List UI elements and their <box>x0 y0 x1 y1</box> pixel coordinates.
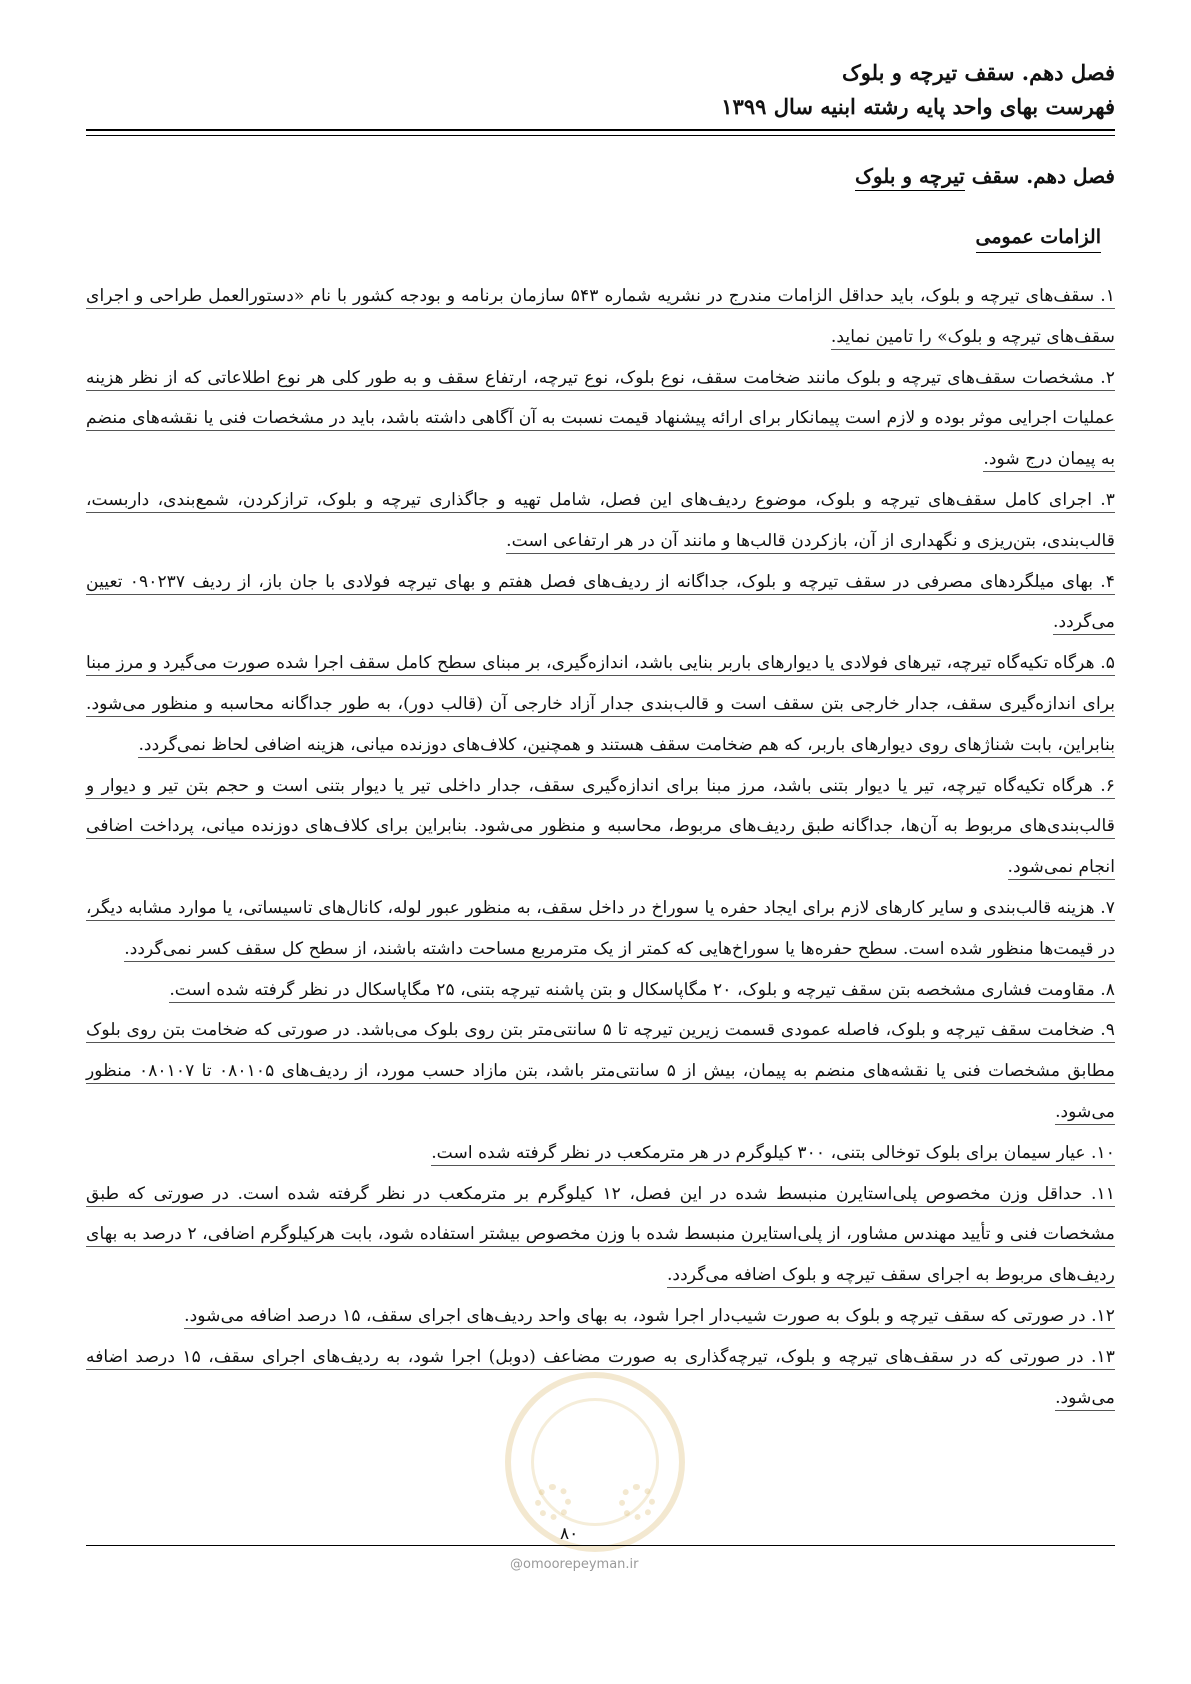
paragraph <box>86 562 1115 644</box>
header-rule-thin <box>86 135 1115 136</box>
paragraph-text: ۵. هرگاه تکیه‌گاه تیرچه، تیرهای فولادی یا دیوارهای باربر بنایی باشد، اندازه‌گیری، بر مبنای سطح کامل سقف اجرا شده صورت می‌گیرد و مرز مبنا برای اندازه‌گیری سقف، جدار خارجی بتن سقف است و قالب‌بندی جدار آزاد خارجی آن (قالب دور)، به طور جداگانه محاسبه و منظور می‌شود. بنابراین، بابت شناژهای روی دیوارهای باربر، که هم ضخامت سقف هستند و همچنین، کلاف‌های دوزنده میانی، هزینه اضافی لحاظ نمی‌گردد. <box>86 653 1115 758</box>
paragraph <box>86 970 1115 1011</box>
footer-rule <box>86 1545 1115 1546</box>
gear-icon <box>535 1484 571 1520</box>
gear-icon <box>619 1484 655 1520</box>
paragraph-text: ۶. هرگاه تکیه‌گاه تیرچه، تیر یا دیوار بتنی باشد، مرز مبنا برای اندازه‌گیری سقف، جدار داخلی تیر یا دیوار بتنی است و حجم بتن تیر و دیوار و قالب‌بندی‌های مربوط به آن‌ها، جداگانه طبق ردیف‌های مربوط، محاسبه و منظور می‌شود. بنابراین برای کلاف‌های دوزنده میانی، پرداخت اضافی انجام نمی‌شود. <box>86 776 1115 881</box>
paragraph-text: ۴. بهای میلگردهای مصرفی در سقف تیرچه و بلوک، جداگانه از ردیف‌های فصل هفتم و بهای تیرچه فولادی با جان باز، از ردیف ۰۹۰۲۳۷ تعیین می‌گردد. <box>86 572 1115 636</box>
paragraph-text: ۹. ضخامت سقف تیرچه و بلوک، فاصله عمودی قسمت زیرین تیرچه تا ۵ سانتی‌متر بتن روی بلوک می‌باشد. در صورتی که ضخامت بتن روی بلوک مطابق مشخصات فنی یا نقشه‌های منضم به پیمان، بیش از ۵ سانتی‌متر باشد، بتن مازاد حسب مورد، از ردیف‌های ۰۸۰۱۰۵ تا ۰۸۰۱۰۷ منظور می‌شود. <box>86 1020 1115 1125</box>
running-header <box>76 56 1115 124</box>
paragraph-text: ۱۱. حداقل وزن مخصوص پلی‌استایرن منبسط شده در این فصل، ۱۲ کیلوگرم بر مترمکعب در نظر گرفته شده است. در صورتی که طبق مشخصات فنی و تأیید مهندس مشاور، از پلی‌استایرن منبسط شده با وزن مخصوص بیشتر استفاده شود، بابت هرکیلوگرم اضافی، ۲ درصد به بهای ردیف‌های مربوط به اجرای سقف تیرچه و بلوک اضافه می‌گردد. <box>86 1184 1115 1289</box>
paragraph <box>86 766 1115 888</box>
paragraph-text: ۱۰. عیار سیمان برای بلوک توخالی بتنی، ۳۰۰ کیلوگرم در هر مترمکعب در نظر گرفته شده است. <box>431 1143 1115 1166</box>
header-rule-thick <box>86 129 1115 131</box>
paragraph-text: ۱. سقف‌های تیرچه و بلوک، باید حداقل الزامات مندرج در نشریه شماره ۵۴۳ سازمان برنامه و بودجه کشور با نام «دستورالعمل طراحی و اجرای سقف‌های تیرچه و بلوک» را تامین نماید. <box>86 286 1115 350</box>
paragraph-text: ۱۳. در صورتی که در سقف‌های تیرچه و بلوک، تیرچه‌گذاری به صورت مضاعف (دوبل) اجرا شود، به ردیف‌های اجرای سقف، ۱۵ درصد اضافه می‌شود. <box>86 1347 1115 1411</box>
paragraph <box>86 1133 1115 1174</box>
paragraph-text: ۲. مشخصات سقف‌های تیرچه و بلوک مانند ضخامت سقف، نوع بلوک، نوع تیرچه، ارتفاع سقف و به طور کلی هر نوع اطلاعاتی که از نظر هزینه عملیات اجرایی موثر بوده و لازم است پیمانکار برای ارائه پیشنهاد قیمت نسبت به آن آگاهی داشته باشد، باید در مشخصات فنی یا نقشه‌های منضم به پیمان درج شود. <box>86 368 1115 473</box>
chapter-heading-underlined: تیرچه و بلوک <box>855 164 965 191</box>
paragraph-text: ۳. اجرای کامل سقف‌های تیرچه و بلوک، موضوع ردیف‌های این فصل، شامل تهیه و جاگذاری تیرچه و بلوک، ترازکردن، شمع‌بندی، داربست، قالب‌بندی، بتن‌ریزی و نگهداری از آن، بازکردن قالب‌ها و مانند آن در هر ارتفاعی است. <box>86 490 1115 554</box>
paragraph-text: ۸. مقاومت فشاری مشخصه بتن سقف تیرچه و بلوک، ۲۰ مگاپاسکال و بتن پاشنه تیرچه بتنی، ۲۵ مگاپاسکال در نظر گرفته شده است. <box>169 980 1115 1003</box>
chapter-heading-prefix: فصل دهم. سقف <box>964 164 1115 188</box>
paragraph <box>86 888 1115 970</box>
paragraph <box>86 358 1115 480</box>
paragraph <box>86 1174 1115 1296</box>
paragraph <box>86 1010 1115 1132</box>
watermark-seal-icon <box>505 1372 685 1552</box>
section-title: الزامات عمومی <box>976 226 1101 253</box>
paragraph-text: ۷. هزینه قالب‌بندی و سایر کارهای لازم برای ایجاد حفره یا سوراخ در داخل سقف، به منظور عبور لوله، کانال‌های تاسیساتی، یا موارد مشابه دیگر، در قیمت‌ها منظور شده است. سطح حفره‌ها یا سوراخ‌هایی که کمتر از یک مترمربع مساحت داشته باشند، از سطح کل سقف کسر نمی‌گردد. <box>86 898 1115 962</box>
paragraph-list <box>86 276 1115 1418</box>
website-footer[interactable]: @omoorepeyman.ir <box>510 1557 639 1572</box>
chapter-heading <box>855 164 1115 188</box>
paragraph <box>86 1296 1115 1337</box>
page-number: ۸۰ <box>560 1524 579 1544</box>
header-chapter-title: فصل دهم. سقف تیرچه و بلوک <box>842 60 1115 85</box>
paragraph <box>86 480 1115 562</box>
paragraph <box>86 276 1115 358</box>
paragraph-text: ۱۲. در صورتی که سقف تیرچه و بلوک به صورت شیب‌دار اجرا شود، به بهای واحد ردیف‌های اجرای سقف، ۱۵ درصد اضافه می‌شود. <box>184 1306 1115 1329</box>
paragraph <box>86 643 1115 765</box>
header-book-title: فهرست بهای واحد پایه رشته ابنیه سال ۱۳۹۹ <box>721 94 1115 119</box>
